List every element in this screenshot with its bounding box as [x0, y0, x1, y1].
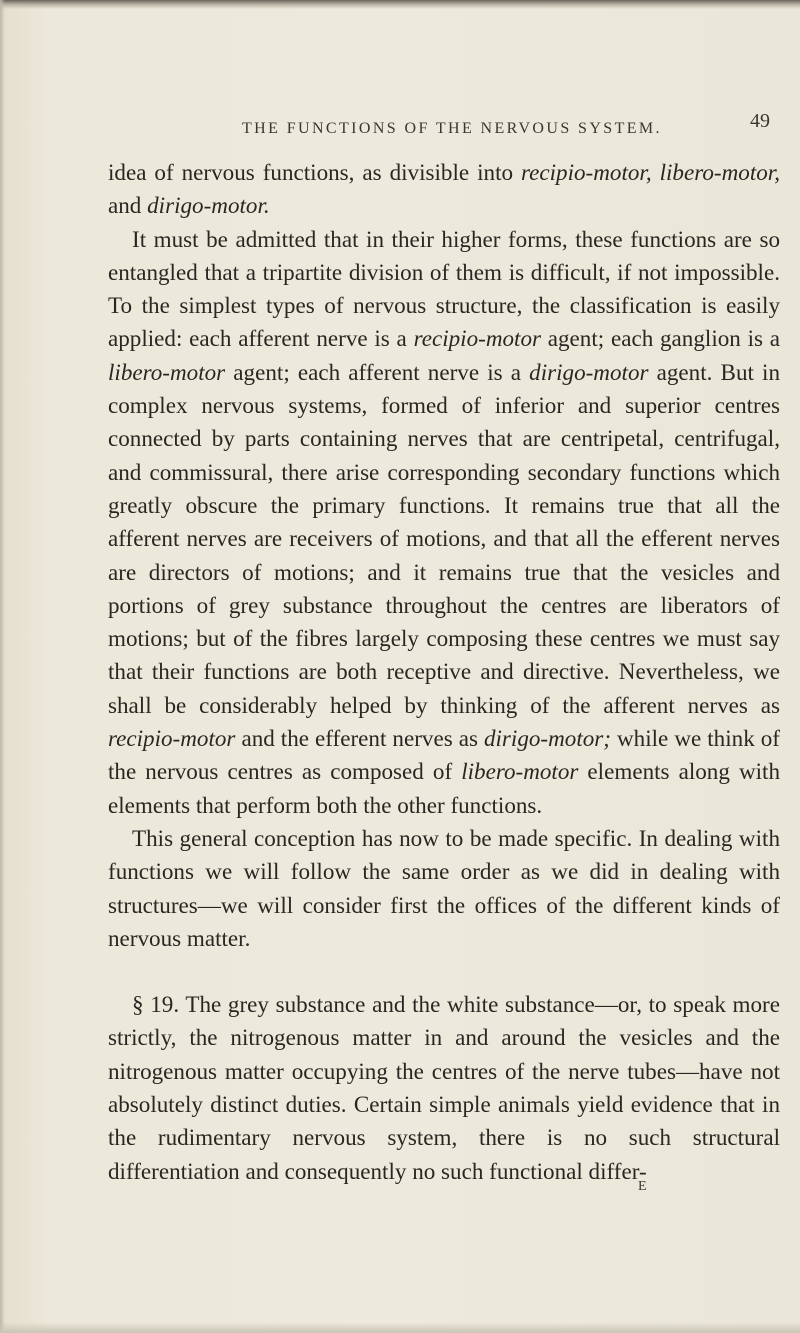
paragraph-section-19	[108, 988, 780, 1188]
page-binding-edge	[0, 0, 5, 1333]
body-text	[108, 156, 780, 1188]
running-head: THE FUNCTIONS OF THE NERVOUS SYSTEM.	[242, 120, 662, 137]
italic-term: libero-motor	[108, 358, 226, 385]
italic-term: dirigo-motor;	[483, 725, 611, 752]
italic-term: dirigo-motor.	[147, 192, 270, 219]
text-run: idea of nervous functions, as divisible into	[108, 159, 521, 185]
paragraph-continuation	[108, 156, 780, 223]
signature-mark: E	[638, 1179, 648, 1194]
italic-term: recipio-motor, libero-motor,	[521, 159, 780, 185]
text-run: § 19. The grey substance and the white substance—or, to speak more strictly, the nitrogenous matter in and around the vesicles and the nitrogenous matter occupying the centres of the nerve tubes—have not absolutely distinct duties. Certain simple animals yield evidence that in the rudimentary nervous system, there is no such structural differentiation and consequently no such functional differ-	[108, 991, 780, 1184]
text-run: agent; each ganglion is a	[541, 325, 781, 352]
paragraph-general-conception	[108, 822, 780, 955]
page-header	[108, 110, 778, 148]
text-run: and	[108, 192, 148, 219]
page-number: 49	[750, 110, 770, 132]
text-run: This general conception has now to be made specific. In dealing with functions we will follow the same order as we did in dealing with structures—we will consider first the offices of the different kinds of nervous matter.	[108, 824, 780, 951]
text-run: agent. But in complex nervous systems, formed of inferior and superior centres connected by parts containing nerves that are centripetal, centrifugal, and commissural, there arise corresponding secondary functions which greatly obscure the primary functions. It remains true that all the afferent nerves are receivers of motions, and that all the efferent nerves are directors of motions; and it remains true that the vesicles and portions of grey substance throughout the centres are liberators of motions; but of the fibres largely composing these centres we must say that their functions are both receptive and directive. Nevertheless, we shall be considerably helped by thinking of the afferent nerves as	[108, 358, 781, 718]
text-run: It must be admitted that in their higher forms, these functions are so entangled that a tripartite division of them is difficult, if not impossible. To the simplest types of nervous structure, the classification is easily applied: each afferent nerve is a	[108, 225, 780, 352]
text-run: agent; each afferent nerve is a	[225, 358, 530, 385]
italic-term: recipio-motor	[108, 725, 236, 752]
italic-term: dirigo-motor	[529, 358, 649, 385]
page-top-shadow	[0, 0, 800, 9]
italic-term: recipio-motor	[413, 325, 541, 352]
italic-term: libero-motor	[461, 758, 579, 785]
page-bottom-edge	[0, 1322, 800, 1333]
text-run: and the efferent nerves as	[235, 725, 484, 752]
text-run: while we think of the nervous centres as composed of	[108, 725, 780, 785]
text-run: elements along with elements that perform both the other functions.	[108, 758, 780, 818]
paragraph-classification	[108, 223, 780, 822]
